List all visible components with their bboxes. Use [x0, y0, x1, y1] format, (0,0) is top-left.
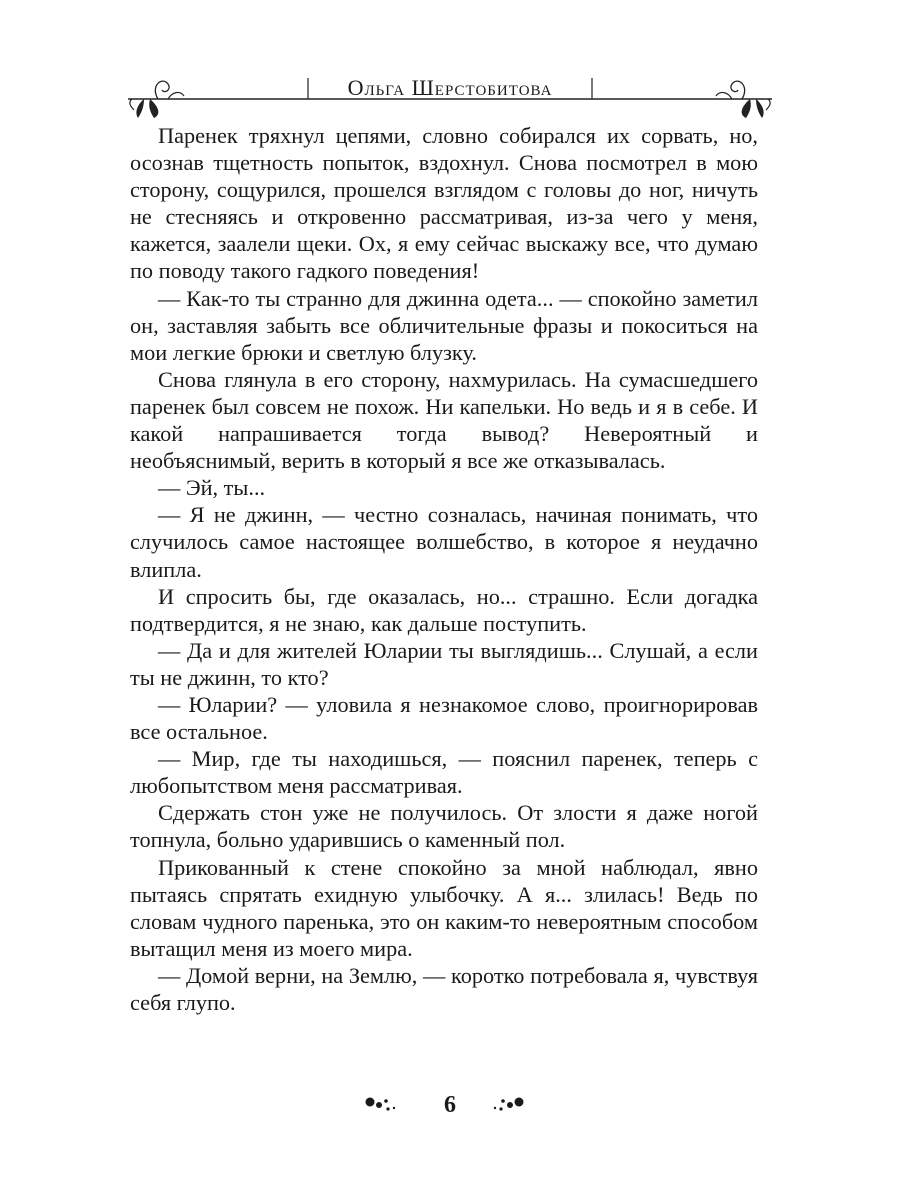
paragraph: — Мир, где ты находишься, — пояснил паренек, теперь с любопытством меня рассматривая. [130, 746, 758, 799]
paragraph: — Юларии? — уловила я незнакомое слово, проигнорировав все остальное. [130, 691, 758, 745]
running-header [128, 66, 772, 130]
paragraph: Прикованный к стене спокойно за мной наблюдал, явно пытаясь спрятать ехидную улыбочку. А я... злилась! Ведь по словам чудного паренька, это он каким-то невероятным способом вытащил меня из моего мира. [130, 854, 758, 961]
paragraph: Паренек тряхнул цепями, словно собирался их сорвать, но, осознав тщетность попыток, вздохнул. Снова посмотрел в мою сторону, сощурился, прошелся взглядом с головы до ног, ничуть не стесняясь и откровенно рассматривая, из-за чего у меня, кажется, заалели щеки. Ох, я ему сейчас выскажу все, что думаю по поводу такого гадкого поведения! [130, 123, 758, 284]
author-name: Ольга Шерстобитова [347, 75, 553, 100]
dots-ornament-right-icon [491, 1094, 525, 1114]
body-text [130, 122, 758, 1016]
paragraph: — Да и для жителей Юларии ты выглядишь... Слушай, а если ты не джинн, то кто? [130, 637, 758, 690]
paragraph: — Я не джинн, — честно созналась, начиная понимать, что случилось самое настоящее волшебство, в которое я неудачно влипла. [130, 502, 758, 582]
paragraph: Сдержать стон уже не получилось. От злости я даже ногой топнула, больно ударившись о каменный пол. [130, 800, 758, 853]
paragraph: — Как-то ты странно для джинна одета... — спокойно заметил он, заставляя забыть все обличительные фразы и покоситься на мои легкие брюки и светлую блузку. [130, 285, 758, 365]
paragraph: — Домой верни, на Землю, — коротко потребовала я, чувствуя себя глупо. [130, 962, 758, 1015]
page-number: 6 [444, 1092, 456, 1118]
paragraph: — Эй, ты... [158, 475, 266, 501]
paragraph: Снова глянула в его сторону, нахмурилась. На сумасшедшего паренек был совсем не похож. Ни капельки. Но ведь и я в себе. И какой напрашивается тогда вывод? Невероятный и необъяснимый, верить в который я все же отказывалась. [130, 366, 758, 474]
page-footer [0, 1086, 900, 1126]
paragraph: И спросить бы, где оказалась, но... страшно. Если догадка подтвердится, я не знаю, как дальше поступить. [130, 583, 758, 636]
